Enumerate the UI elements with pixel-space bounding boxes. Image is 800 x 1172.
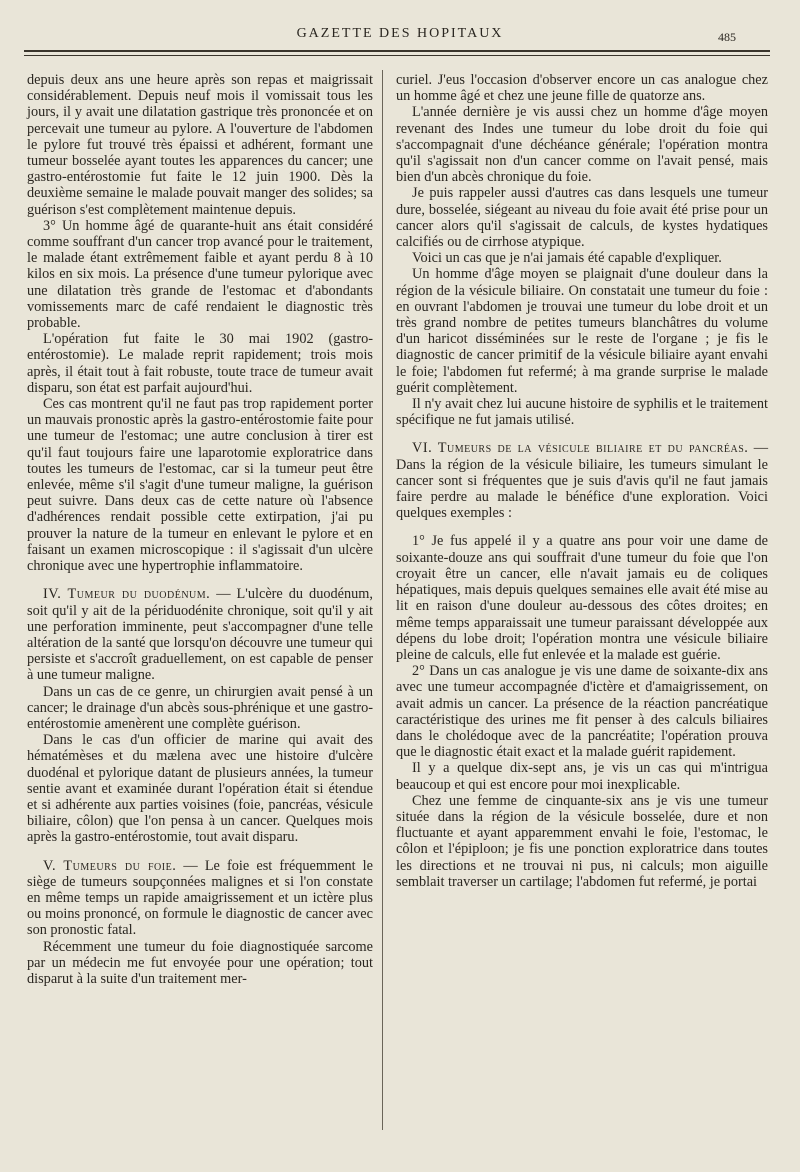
paragraph: 2° Dans un cas analogue je vis une dame de soixante-dix ans avec une tumeur accompagnée d'ictère et d'amaigrissement, on avait admis un cancer. La présence de la réaction pancréatique caractéristique des urines me fit penser à des calculs biliaires dans le cholédoque avec de la pancréatite; l'opération prouva que le diagnostic était exact et la malade guérit rapidement.	[396, 663, 768, 761]
paragraph: Voici un cas que je n'ai jamais été capable d'expliquer.	[412, 250, 722, 267]
right-column	[396, 72, 768, 890]
paragraph: Dans un cas de ce genre, un chirurgien avait pensé à un cancer; le drainage d'un abcès sous-phrénique et une gastro-entérostomie amenèrent une complète guérison.	[27, 683, 373, 732]
paragraph: curiel. J'eus l'occasion d'observer encore un cas analogue chez un homme âgé et chez une jeune fille de quatorze ans.	[396, 72, 768, 105]
section-heading: V. Tumeurs du foie.	[43, 857, 177, 874]
paragraph: L'opération fut faite le 30 mai 1902 (gastro-entérostomie). Le malade reprit rapidement; trois mois après, il était tout à fait robuste, toute trace de tumeur avait disparu, son état est parfait aujourd'hui.	[27, 331, 373, 396]
header-rule-thin	[24, 55, 770, 56]
paragraph: 1° Je fus appelé il y a quatre ans pour voir une dame de soixante-douze ans qui souffrait d'une tumeur du foie que l'on croyait être un cancer, elle n'avait jamais eu de coliques hépatiques, mais depuis quelques semaines elle avait été mise au lit en raison d'une douleur au-dessous des côtes droites; en même temps apparaissait une tumeur paraissant développée aux dépens du lobe droit; l'opération montra une vésicule biliaire pleine de calculs, elle fut enlevée et la malade est guérie.	[396, 533, 768, 663]
header-rule-thick	[24, 50, 770, 52]
paragraph: Il n'y avait chez lui aucune histoire de syphilis et le traitement spécifique ne fut jamais utilisé.	[396, 396, 768, 429]
section-paragraph-vesicule	[396, 440, 768, 521]
paragraph: Il y a quelque dix-sept ans, je vis un cas qui m'intrigua beaucoup et qui est encore pour moi inexplicable.	[396, 760, 768, 793]
section-text: — Le foie est fréquemment le siège de tumeurs soupçonnées malignes et si l'on constate en même temps un rapide amaigrissement et un ictère plus ou moins prononcé, on formule le diagnostic de cancer avec son pronostic fatal.	[27, 857, 374, 939]
paragraph: L'année dernière je vis aussi chez un homme d'âge moyen revenant des Indes une tumeur du lobe droit du foie qui s'accompagnait d'une déchéance générale; l'opération montra qu'il s'agissait non d'un cancer comme on l'avait pensé, mais bien d'un abcès chronique du foie.	[396, 104, 768, 186]
paragraph: 3° Un homme âgé de quarante-huit ans était considéré comme souffrant d'un cancer trop avancé pour le traitement, le malade étant extrêmement faible et ayant perdu 8 à 10 kilos en six mois. La présence d'une tumeur pylorique avec une dilatation très grande de l'estomac et d'abondants vomissements marc de café rendaient le diagnostic très probable.	[27, 217, 373, 332]
paragraph: Ces cas montrent qu'il ne faut pas trop rapidement porter un mauvais pronostic après la gastro-entérostomie faite pour une tumeur de l'estomac; une autre conclusion à tirer est qu'il faut toujours faire une laparotomie exploratrice dans toutes les tumeurs de l'estomac, car si la tumeur peut être enlevée, même s'il s'agit d'une tumeur maligne, la guérison peut suivre. Dans deux cas de cette nature où l'absence d'adhérences rendait possible cette extirpation, j'ai pu prouver la nature de la tumeur en enlevant le pylore et en faisant un examen microscopique : il s'agissait d'un ulcère chronique avec une hypertrophie inflammatoire.	[27, 396, 373, 575]
section-heading: IV. Tumeur du duodénum.	[43, 586, 211, 603]
column-divider	[382, 70, 383, 1130]
paragraph: depuis deux ans une heure après son repas et maigrissait considérablement. Depuis neuf mois il vomissait tous les jours, il y avait une dilatation gastrique très prononcée et on percevait une tumeur au pylore. A l'ouverture de l'abdomen le pylore fut trouvé très épaissi et adhérent, formant une tumeur bosselée ayant toutes les apparences du cancer; une gastro-entérostomie fut faite le 12 juin 1900. Dès la deuxième semaine le malade pouvait manger des solides; sa guérison s'est complètement maintenue depuis.	[27, 72, 373, 218]
page-number: 485	[718, 30, 736, 44]
paragraph: Je puis rappeler aussi d'autres cas dans lesquels une tumeur dure, bosselée, siégeant au niveau du foie avait été prise pour un cancer alors qu'il s'agissait de calculs, de kystes hydatiques calcifiés ou de cirrhose atypique.	[396, 185, 768, 251]
section-paragraph-foie	[27, 858, 373, 939]
running-head-title: GAZETTE DES HOPITAUX	[296, 26, 504, 41]
paragraph: Récemment une tumeur du foie diagnostiquée sarcome par un médecin me fut envoyée pour une opération; tout disparut à la suite d'un traitement mer-	[27, 938, 373, 987]
left-column	[27, 72, 373, 987]
paragraph: Dans le cas d'un officier de marine qui avait des hématémèses et du mælena avec une histoire d'ulcère duodénal et pylorique datant de plusieurs années, la tumeur sentie avant et examinée durant l'opération était si étendue et si adhérente aux parties voisines (foie, pancréas, vésicule biliaire, côlon) que l'on pensa à un cancer. Quelques mois après la gastro-entérostomie, tout avait disparu.	[27, 732, 373, 846]
section-paragraph-duodenum	[27, 586, 373, 683]
paragraph: Un homme d'âge moyen se plaignait d'une douleur dans la région de la vésicule biliaire. On constatait une tumeur du foie : en ouvrant l'abdomen je trouvai une tumeur du lobe droit et un très grand nombre de petites tumeurs blanchâtres du volume d'un haricot disséminées sur le reste de l'organe ; je fis le diagnostic de cancer primitif de la vésicule biliaire ayant envahi le foie; l'abdomen fut refermé; à ma grande surprise le malade guérit complètement.	[396, 266, 768, 396]
section-text: — Dans la région de la vésicule biliaire, les tumeurs simulant le cancer sont si fréquentes que je suis d'avis qu'il ne faut jamais faire perdre au malade le bénéfice d'une exploration. Voici quelques exemples :	[396, 440, 768, 522]
section-text: — L'ulcère du duodénum, soit qu'il y ait de la périduodénite chronique, soit qu'il y ait une perforation imminente, peut s'accompagner d'une telle altération de la santé que lorsqu'on découvre une tumeur qui persiste et s'accroît graduellement, on est capable de penser à une tumeur maligne.	[27, 586, 373, 684]
section-heading: VI. Tumeurs de la vésicule biliaire et du pancréas.	[412, 440, 749, 457]
paragraph: Chez une femme de cinquante-six ans je vis une tumeur située dans la région de la vésicule bosselée, dure et non fluctuante et ayant apparemment envahi le foie, l'estomac, le côlon et l'épiploon; je fis une ponction exploratrice dans toutes les directions et ne trouvai ni pus, ni calculs; mon aiguille semblait traverser un cartilage; l'abdomen fut refermé, je portai	[396, 792, 768, 890]
